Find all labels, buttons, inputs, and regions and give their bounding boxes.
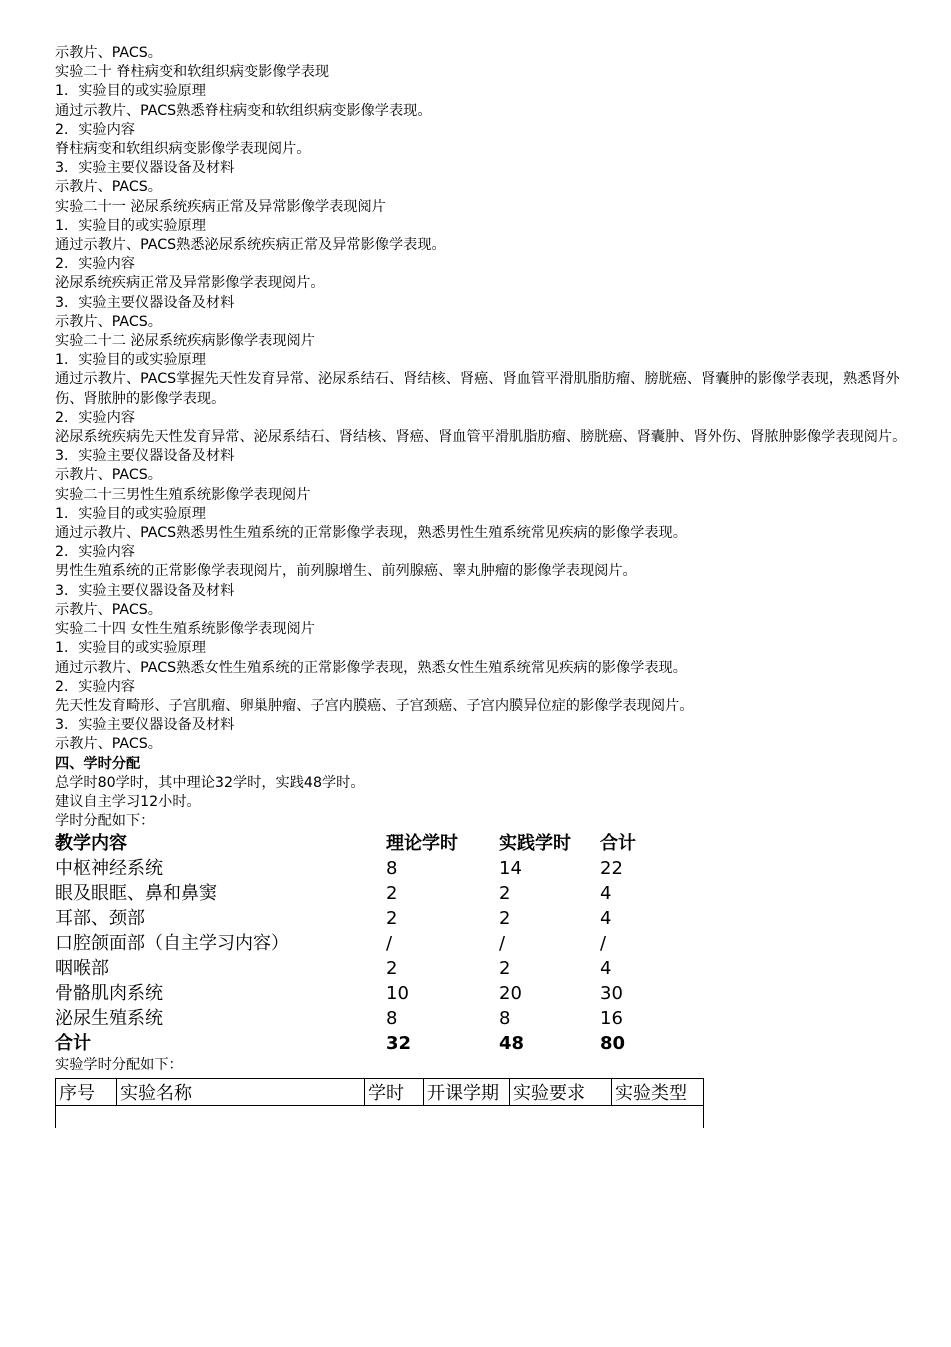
paragraph-line: 实验二十四 女性生殖系统影像学表现阅片 [55,621,315,638]
paragraph-line: 示教片、PACS。 [55,601,162,618]
paragraph-line: 3．实验主要仪器设备及材料 [55,582,235,599]
col-hours: 学时 [365,1078,424,1105]
paragraph-line: 通过示教片、PACS掌握先天性发育异常、泌尿系结石、肾结核、肾癌、肾血管平滑肌脂肪瘤、膀胱癌、肾囊肿的影像学表现，熟悉肾外伤、肾脓肿的影像学表现。 [55,371,900,407]
row-content: 耳部、颈部 [55,908,145,930]
lab-table-empty-row [56,1105,704,1128]
paragraph-line: 示教片、PACS。 [55,467,162,484]
hours-table-row [55,956,915,981]
empty-cell [56,1105,704,1128]
paragraph-line: 2．实验内容 [55,121,135,138]
header-practice: 实践学时 [499,833,571,855]
row-practice: 2 [499,883,511,905]
paragraph-line: 男性生殖系统的正常影像学表现阅片，前列腺增生、前列腺癌、睾丸肿瘤的影像学表现阅片。 [55,563,637,580]
paragraph-line: 泌尿系统疾病先天性发育异常、泌尿系结石、肾结核、肾癌、肾血管平滑肌脂肪瘤、膀胱癌、肾囊肿、肾外伤、肾脓肿影像学表现阅片。 [55,429,907,446]
paragraph-line: 示教片、PACS。 [55,179,162,196]
paragraph-line: 学时分配如下： [55,813,155,830]
row-total: / [600,933,607,955]
row-total: 30 [600,983,623,1005]
row-practice: 14 [499,858,522,880]
row-total: 4 [600,908,612,930]
row-content: 咽喉部 [55,958,109,980]
header-content: 教学内容 [55,833,127,855]
paragraph-list [55,44,915,831]
row-practice: 2 [499,908,511,930]
paragraph-line: 脊柱病变和软组织病变影像学表现阅片。 [55,141,311,158]
hours-table-row [55,1006,915,1031]
hours-table-body [55,856,915,1031]
lab-hours-caption: 实验学时分配如下： [55,1057,183,1074]
row-theory: / [386,933,393,955]
hours-table-row [55,881,915,906]
hours-table-row [55,931,915,956]
header-total: 合计 [600,833,636,855]
paragraph-line: 总学时80学时，其中理论32学时，实践48学时。 [55,774,365,791]
total-theory: 32 [386,1033,412,1055]
document-body [55,44,915,1128]
hours-table-total-row [55,1031,915,1056]
col-requirement: 实验要求 [510,1078,612,1105]
paragraph-line: 1．实验目的或实验原理 [55,640,206,657]
col-semester: 开课学期 [424,1078,510,1105]
paragraph-line: 1．实验目的或实验原理 [55,352,206,369]
row-practice: 20 [499,983,522,1005]
paragraph-line: 先天性发育畸形、子宫肌瘤、卵巢肿瘤、子宫内膜癌、子宫颈癌、子宫内膜异位症的影像学表现阅片。 [55,697,694,714]
total-practice: 48 [499,1033,525,1055]
row-content: 眼及眼眶、鼻和鼻窦 [55,883,217,905]
paragraph-line: 泌尿系统疾病正常及异常影像学表现阅片。 [55,275,325,292]
row-practice: 2 [499,958,511,980]
paragraph-line: 1．实验目的或实验原理 [55,83,206,100]
paragraph-line: 3．实验主要仪器设备及材料 [55,160,235,177]
paragraph-line: 建议自主学习12小时。 [55,793,201,810]
paragraph-line: 示教片、PACS。 [55,313,162,330]
section-heading: 四、学时分配 [55,755,141,772]
hours-table [55,831,915,1056]
row-content: 骨骼肌肉系统 [55,983,163,1005]
col-type: 实验类型 [612,1078,704,1105]
paragraph-line: 2．实验内容 [55,256,135,273]
hours-table-row [55,981,915,1006]
row-total: 22 [600,858,623,880]
hours-table-row [55,856,915,881]
total-label: 合计 [55,1033,91,1055]
row-theory: 2 [386,883,398,905]
row-content: 口腔颌面部（自主学习内容） [55,933,289,955]
lab-table [55,1078,704,1128]
paragraph-line: 实验二十三男性生殖系统影像学表现阅片 [55,486,311,503]
paragraph-line: 示教片、PACS。 [55,45,162,61]
row-practice: / [499,933,506,955]
row-theory: 8 [386,858,398,880]
row-total: 16 [600,1008,623,1030]
row-total: 4 [600,883,612,905]
row-practice: 8 [499,1008,511,1030]
row-total: 4 [600,958,612,980]
row-theory: 2 [386,908,398,930]
row-theory: 2 [386,958,398,980]
paragraph-line: 通过示教片、PACS熟悉脊柱病变和软组织病变影像学表现。 [55,102,432,119]
total-sum: 80 [600,1033,626,1055]
paragraph-line: 示教片、PACS。 [55,736,162,753]
paragraph-line: 实验二十二 泌尿系统疾病影像学表现阅片 [55,333,315,350]
row-theory: 8 [386,1008,398,1030]
paragraph-line: 实验二十一 泌尿系统疾病正常及异常影像学表现阅片 [55,198,386,215]
paragraph-line: 3．实验主要仪器设备及材料 [55,294,235,311]
paragraph-line: 3．实验主要仪器设备及材料 [55,717,235,734]
lab-table-header [56,1078,704,1105]
paragraph-line: 通过示教片、PACS熟悉女性生殖系统的正常影像学表现，熟悉女性生殖系统常见疾病的影像学表现。 [55,659,687,676]
header-theory: 理论学时 [386,833,458,855]
row-content: 泌尿生殖系统 [55,1008,163,1030]
paragraph-line: 1．实验目的或实验原理 [55,505,206,522]
paragraph-line: 通过示教片、PACS熟悉泌尿系统疾病正常及异常影像学表现。 [55,237,446,254]
row-theory: 10 [386,983,409,1005]
hours-table-row [55,906,915,931]
paragraph-line: 1．实验目的或实验原理 [55,217,206,234]
col-name: 实验名称 [117,1078,365,1105]
row-content: 中枢神经系统 [55,858,163,880]
hours-table-header [55,831,915,856]
paragraph-line: 3．实验主要仪器设备及材料 [55,448,235,465]
col-index: 序号 [56,1078,117,1105]
paragraph-line: 实验二十 脊柱病变和软组织病变影像学表现 [55,64,330,81]
paragraph-line: 通过示教片、PACS熟悉男性生殖系统的正常影像学表现，熟悉男性生殖系统常见疾病的影像学表现。 [55,525,687,542]
paragraph-line: 2．实验内容 [55,544,135,561]
paragraph-line: 2．实验内容 [55,409,135,426]
paragraph-line: 2．实验内容 [55,678,135,695]
